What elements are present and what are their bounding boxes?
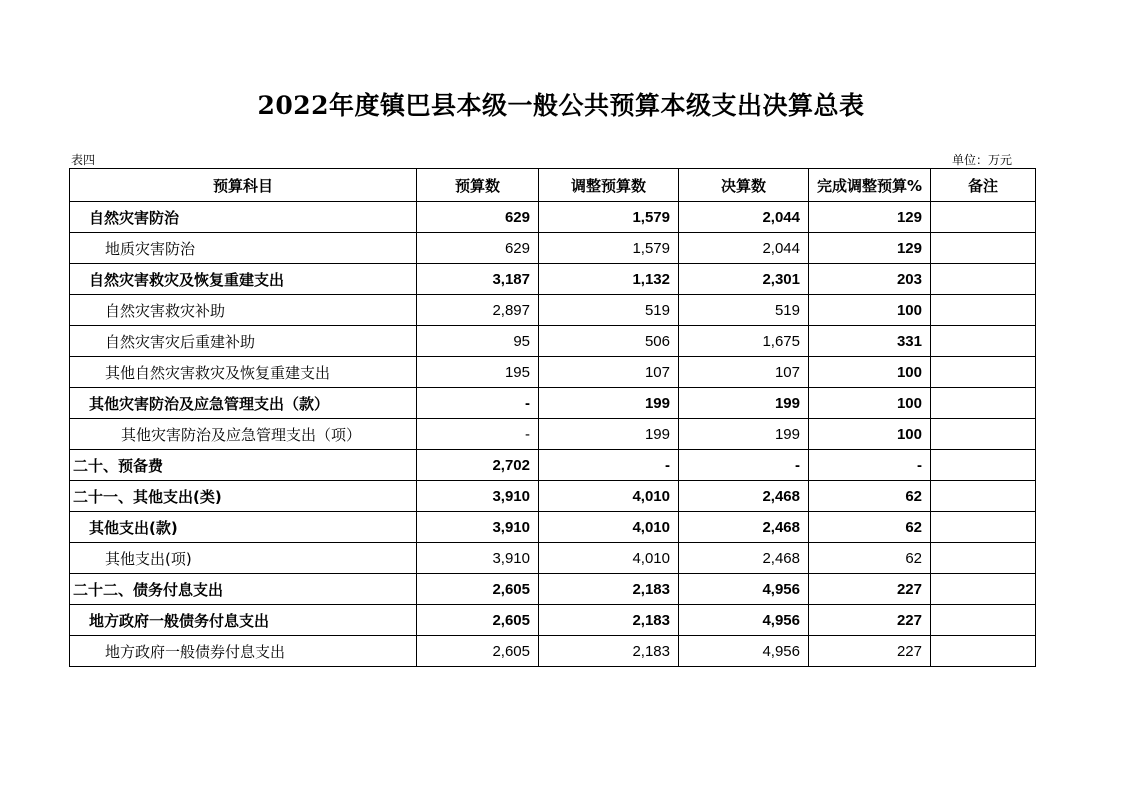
table-row xyxy=(70,202,1036,233)
final-accounts-cell: 2,044 xyxy=(679,233,809,264)
table-row xyxy=(70,481,1036,512)
adjusted-budget-cell: 107 xyxy=(539,357,679,388)
adjusted-budget-cell: 2,183 xyxy=(539,636,679,667)
completion-rate-cell: 129 xyxy=(809,233,931,264)
notes-cell xyxy=(931,233,1036,264)
subject-cell: 二十、预备费 xyxy=(70,450,417,481)
completion-rate-cell: 331 xyxy=(809,326,931,357)
adjusted-budget-cell: 199 xyxy=(539,388,679,419)
expenditure-table xyxy=(69,168,1036,667)
completion-rate-cell: 203 xyxy=(809,264,931,295)
header-budget: 预算数 xyxy=(417,169,539,202)
final-accounts-cell: 199 xyxy=(679,388,809,419)
subject-cell: 地方政府一般债务付息支出 xyxy=(70,605,417,636)
adjusted-budget-cell: 4,010 xyxy=(539,543,679,574)
notes-cell xyxy=(931,202,1036,233)
subject-cell: 地方政府一般债券付息支出 xyxy=(70,636,417,667)
adjusted-budget-cell: - xyxy=(539,450,679,481)
header-completion-rate: 完成调整预算% xyxy=(809,169,931,202)
subject-cell: 自然灾害救灾及恢复重建支出 xyxy=(70,264,417,295)
header-subject: 预算科目 xyxy=(70,169,417,202)
adjusted-budget-cell: 1,132 xyxy=(539,264,679,295)
table-row xyxy=(70,512,1036,543)
table-row xyxy=(70,388,1036,419)
table-body xyxy=(70,202,1036,667)
table-row xyxy=(70,574,1036,605)
completion-rate-cell: 100 xyxy=(809,388,931,419)
completion-rate-cell: 62 xyxy=(809,481,931,512)
table-row xyxy=(70,295,1036,326)
notes-cell xyxy=(931,543,1036,574)
final-accounts-cell: 2,468 xyxy=(679,481,809,512)
subject-cell: 自然灾害灾后重建补助 xyxy=(70,326,417,357)
completion-rate-cell: - xyxy=(809,450,931,481)
final-accounts-cell: 2,468 xyxy=(679,543,809,574)
notes-cell xyxy=(931,357,1036,388)
final-accounts-cell: 2,468 xyxy=(679,512,809,543)
final-accounts-cell: - xyxy=(679,450,809,481)
page-title: 2022年度镇巴县本级一般公共预算本级支出决算总表 xyxy=(257,91,865,120)
notes-cell xyxy=(931,326,1036,357)
final-accounts-cell: 519 xyxy=(679,295,809,326)
subject-cell: 其他灾害防治及应急管理支出（项） xyxy=(70,419,417,450)
table-row xyxy=(70,605,1036,636)
table-row xyxy=(70,543,1036,574)
budget-cell: - xyxy=(417,388,539,419)
budget-cell: 3,187 xyxy=(417,264,539,295)
adjusted-budget-cell: 2,183 xyxy=(539,605,679,636)
final-accounts-cell: 1,675 xyxy=(679,326,809,357)
budget-cell: - xyxy=(417,419,539,450)
notes-cell xyxy=(931,264,1036,295)
completion-rate-cell: 227 xyxy=(809,605,931,636)
subject-cell: 地质灾害防治 xyxy=(70,233,417,264)
budget-cell: 2,605 xyxy=(417,605,539,636)
table-row xyxy=(70,357,1036,388)
completion-rate-cell: 227 xyxy=(809,636,931,667)
budget-cell: 2,605 xyxy=(417,636,539,667)
notes-cell xyxy=(931,574,1036,605)
adjusted-budget-cell: 4,010 xyxy=(539,512,679,543)
adjusted-budget-cell: 506 xyxy=(539,326,679,357)
subject-cell: 二十一、其他支出(类) xyxy=(70,481,417,512)
header-final-accounts: 决算数 xyxy=(679,169,809,202)
table-row xyxy=(70,636,1036,667)
adjusted-budget-cell: 199 xyxy=(539,419,679,450)
subject-cell: 其他支出(项) xyxy=(70,543,417,574)
adjusted-budget-cell: 1,579 xyxy=(539,233,679,264)
table-row xyxy=(70,419,1036,450)
budget-cell: 629 xyxy=(417,233,539,264)
adjusted-budget-cell: 519 xyxy=(539,295,679,326)
notes-cell xyxy=(931,419,1036,450)
adjusted-budget-cell: 2,183 xyxy=(539,574,679,605)
adjusted-budget-cell: 1,579 xyxy=(539,202,679,233)
budget-cell: 195 xyxy=(417,357,539,388)
final-accounts-cell: 2,044 xyxy=(679,202,809,233)
final-accounts-cell: 4,956 xyxy=(679,574,809,605)
subject-cell: 其他支出(款) xyxy=(70,512,417,543)
table-row xyxy=(70,233,1036,264)
subject-cell: 自然灾害防治 xyxy=(70,202,417,233)
final-accounts-cell: 107 xyxy=(679,357,809,388)
budget-cell: 2,605 xyxy=(417,574,539,605)
header-notes: 备注 xyxy=(931,169,1036,202)
budget-cell: 2,897 xyxy=(417,295,539,326)
final-accounts-cell: 4,956 xyxy=(679,605,809,636)
table-number: 表四 xyxy=(71,153,96,167)
final-accounts-cell: 4,956 xyxy=(679,636,809,667)
subject-cell: 二十二、债务付息支出 xyxy=(70,574,417,605)
notes-cell xyxy=(931,450,1036,481)
completion-rate-cell: 100 xyxy=(809,295,931,326)
subject-cell: 自然灾害救灾补助 xyxy=(70,295,417,326)
notes-cell xyxy=(931,388,1036,419)
budget-cell: 2,702 xyxy=(417,450,539,481)
budget-cell: 3,910 xyxy=(417,512,539,543)
notes-cell xyxy=(931,636,1036,667)
unit-label: 单位：万元 xyxy=(951,153,1012,167)
completion-rate-cell: 100 xyxy=(809,419,931,450)
table-row xyxy=(70,326,1036,357)
completion-rate-cell: 129 xyxy=(809,202,931,233)
table-row xyxy=(70,264,1036,295)
subject-cell: 其他灾害防治及应急管理支出（款） xyxy=(70,388,417,419)
completion-rate-cell: 100 xyxy=(809,357,931,388)
budget-cell: 95 xyxy=(417,326,539,357)
final-accounts-cell: 199 xyxy=(679,419,809,450)
completion-rate-cell: 62 xyxy=(809,512,931,543)
notes-cell xyxy=(931,481,1036,512)
adjusted-budget-cell: 4,010 xyxy=(539,481,679,512)
header-adjusted-budget: 调整预算数 xyxy=(539,169,679,202)
notes-cell xyxy=(931,605,1036,636)
notes-cell xyxy=(931,295,1036,326)
budget-cell: 3,910 xyxy=(417,481,539,512)
final-accounts-cell: 2,301 xyxy=(679,264,809,295)
notes-cell xyxy=(931,512,1036,543)
budget-cell: 3,910 xyxy=(417,543,539,574)
table-row xyxy=(70,450,1036,481)
table-header-row xyxy=(70,169,1036,202)
completion-rate-cell: 62 xyxy=(809,543,931,574)
budget-cell: 629 xyxy=(417,202,539,233)
completion-rate-cell: 227 xyxy=(809,574,931,605)
subject-cell: 其他自然灾害救灾及恢复重建支出 xyxy=(70,357,417,388)
